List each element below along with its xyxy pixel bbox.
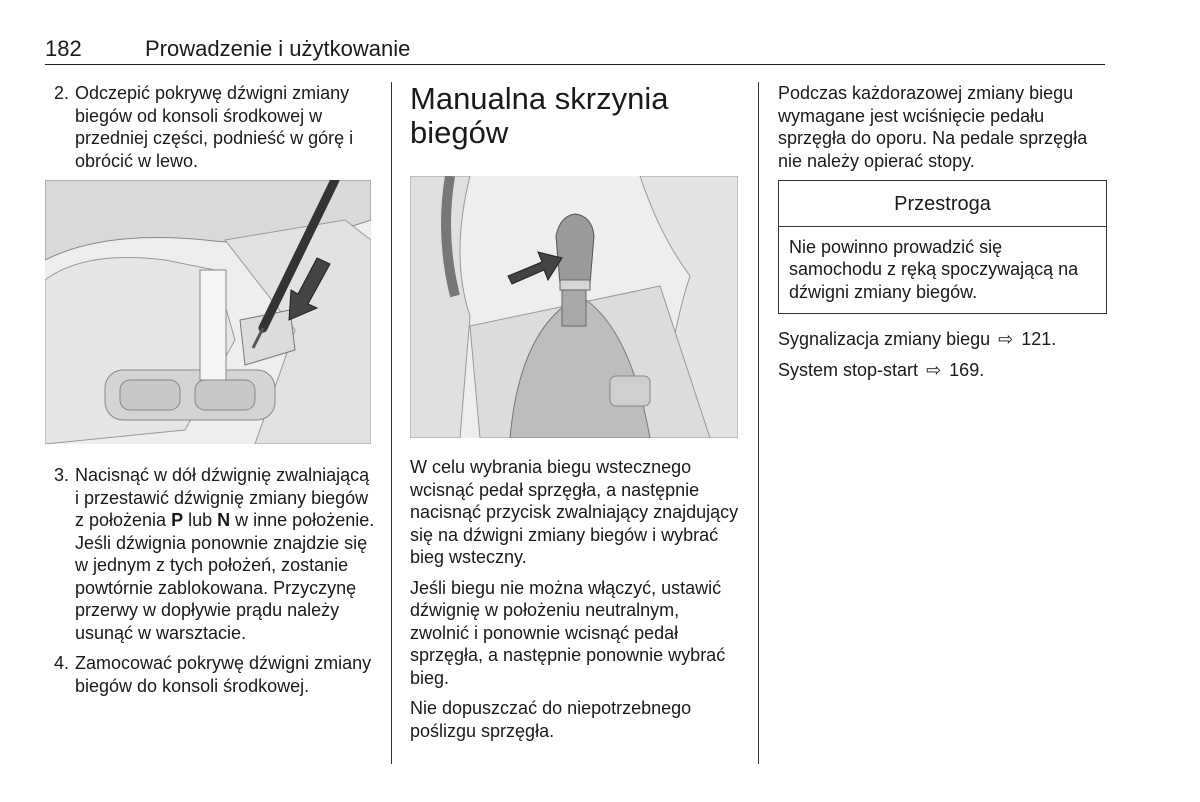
paragraph: W celu wybrania biegu wstecznego wcisnąć pedał sprzęgła, a następnie nacisnąć przycisk zwalniający znajdujący się na dźwigni zmiany biegów i wybrać bieg wsteczny. <box>410 457 739 567</box>
step-number: 4 . <box>45 652 73 697</box>
page-reference-arrow-icon: ⇨ <box>926 359 942 380</box>
step-text-part: Nacisnąć w dół dźwignię zwalniającą i przestawić dźwignię zmiany biegów z położenia <box>75 465 370 530</box>
paragraph: Podczas każdorazowej zmiany biegu wymagane jest wciśnięcie pedału sprzęgła do oporu. Na pedale sprzęgła nie należy opierać stopy. <box>778 83 1088 171</box>
reference-page: 169. <box>949 359 985 380</box>
gear-lever-illustration <box>410 176 738 438</box>
page-header <box>45 36 1105 65</box>
column-divider <box>391 82 392 764</box>
position-n-label: N <box>217 510 231 530</box>
column-middle <box>410 82 740 750</box>
step-text: Zamocować pokrywę dźwigni zmiany biegów do konsoli środkowej. <box>75 653 372 696</box>
step-2 <box>45 82 375 172</box>
caution-title: Przestroga <box>779 181 1106 227</box>
position-p-label: P <box>171 510 184 530</box>
column-left <box>45 82 375 705</box>
console-cover-illustration <box>45 180 371 444</box>
step-text <box>73 464 375 644</box>
reference-text: System stop-start <box>778 359 919 380</box>
paragraph: Jeśli biegu nie można włączyć, ustawić dźwignię w położeniu neutralnym, zwolnić i ponownie wcisnąć pedał sprzęgła, a następnie ponownie wybrać bieg. <box>410 577 726 688</box>
reference-text: Sygnalizacja zmiany biegu <box>778 329 991 349</box>
section-title: Prowadzenie i użytkowanie <box>145 36 411 61</box>
step-4 <box>45 652 375 697</box>
reference-page: 121. <box>1021 329 1057 349</box>
caution-text: Nie powinno prowadzić się samochodu z ręką spoczywającą na dźwigni zmiany biegów. <box>789 236 1079 302</box>
section-heading: Manualna skrzynia biegów <box>410 81 669 150</box>
caution-box <box>778 180 1107 314</box>
step-text-part: w inne położenie. Jeśli dźwignia ponownie znajdzie się w jednym z tych położeń, zostanie powtórnie zablokowana. Przyczynę przerwy w dopływie prądu należy usunąć w warsztacie. <box>75 510 375 643</box>
step-3 <box>45 464 375 644</box>
step-text: Odczepić pokrywę dźwigni zmiany biegów od konsoli środkowej w przedniej części, podnieść w górę i obrócić w lewo. <box>75 83 354 171</box>
cross-reference <box>778 359 1108 382</box>
step-text-part: lub <box>183 510 218 530</box>
paragraph: Nie dopuszczać do niepotrzebnego poślizgu sprzęgła. <box>410 698 692 741</box>
step-number: 3 . <box>45 464 73 644</box>
cross-reference <box>778 328 1108 351</box>
page-reference-arrow-icon: ⇨ <box>998 329 1014 349</box>
column-right <box>778 82 1108 389</box>
column-divider <box>758 82 759 764</box>
step-number: 2 . <box>45 82 73 172</box>
page-number: 182 <box>45 36 82 61</box>
